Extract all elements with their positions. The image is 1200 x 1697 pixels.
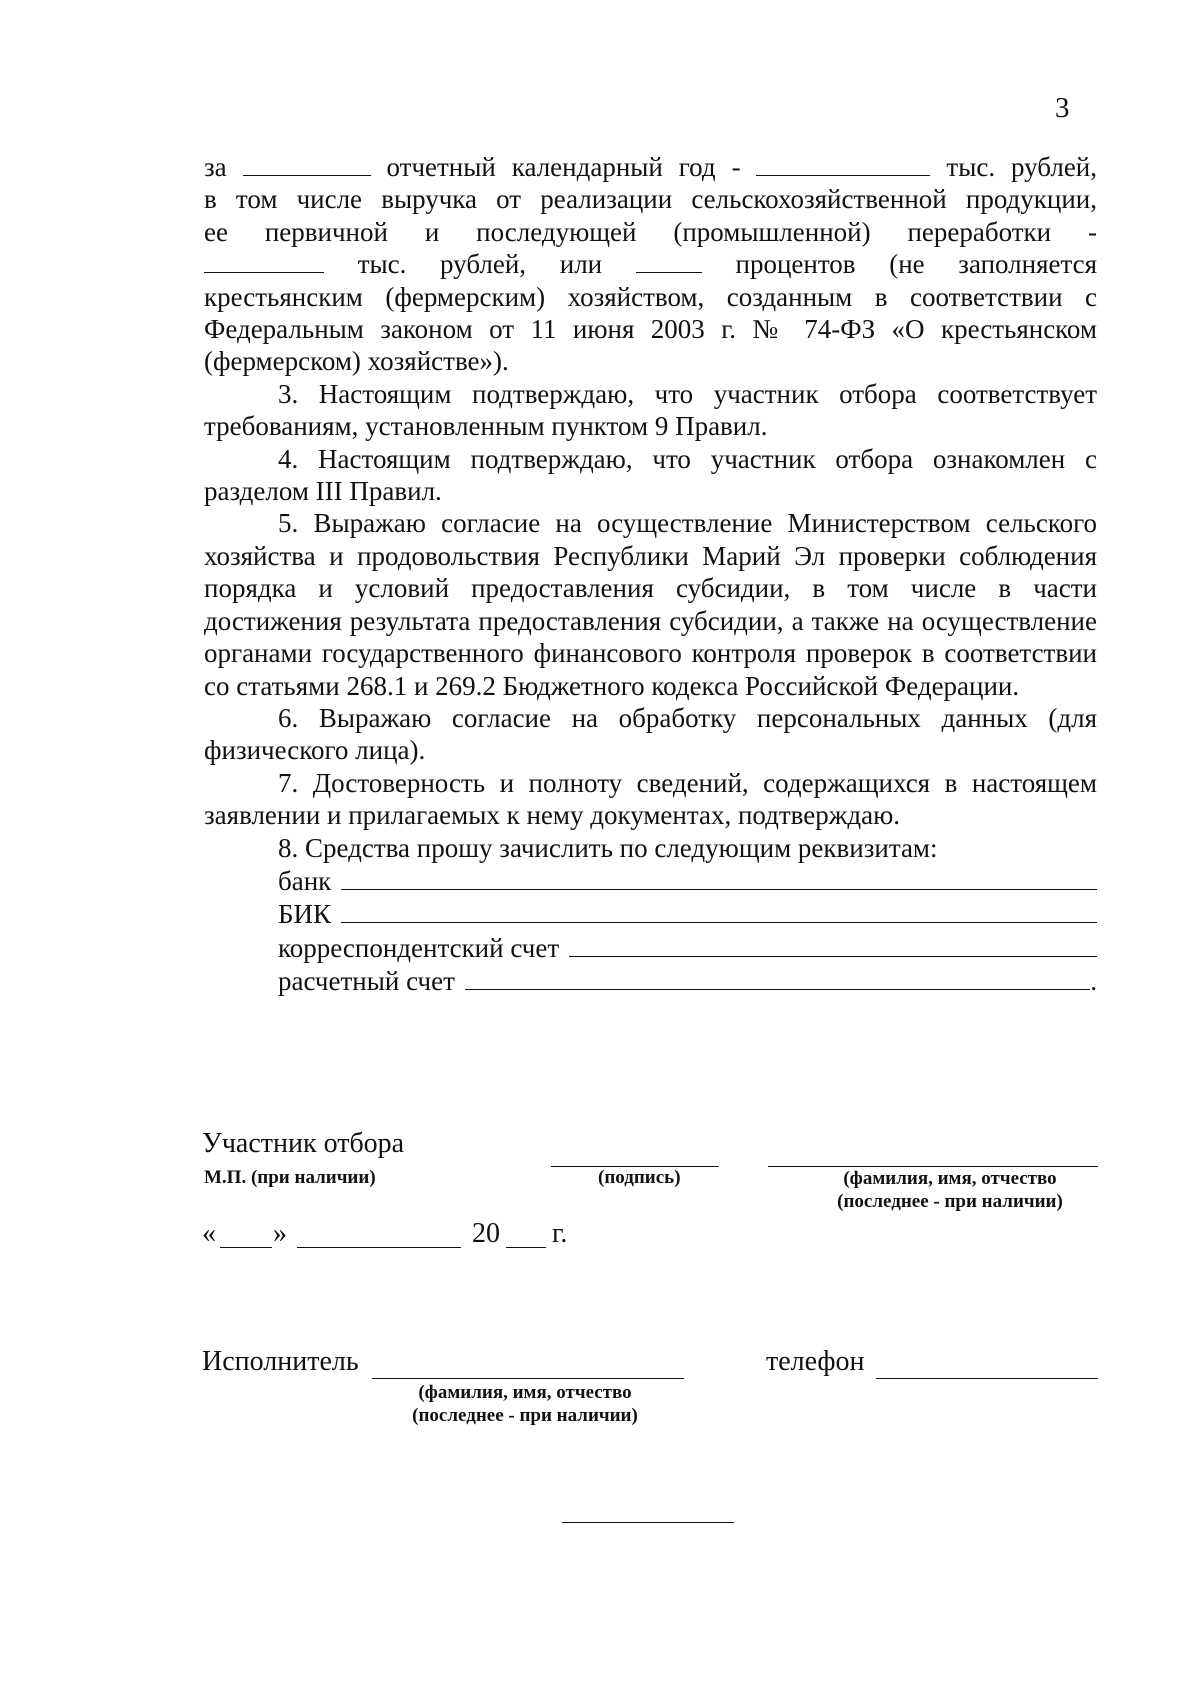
revenue-rest: крестьянским (фермерским) хозяйством, созданным в соответствии с Федеральным законом от 11 июня 2003 г. № 74-ФЗ «О крестьянском (фермерском) хозяйстве»). <box>204 281 1097 377</box>
bank-field[interactable] <box>341 864 1097 890</box>
corr-account-label: корреспондентский счет <box>278 932 560 963</box>
bank-row <box>278 864 1097 897</box>
item-7: 7. Достоверность и полноту сведений, содержащихся в настоящем заявлении и прилагаемых к нему документах, подтверждаю. <box>204 767 1097 831</box>
participant-name-caption-line-2: (последнее - при наличии) <box>837 1191 1063 1212</box>
year-line[interactable] <box>506 1247 546 1248</box>
year-prefix: 20 <box>472 1218 500 1249</box>
participant-name-caption <box>810 1167 1090 1213</box>
percent-blank[interactable] <box>636 248 702 273</box>
text-reporting-year: отчетный календарный год - <box>386 152 741 182</box>
corr-account-field[interactable] <box>569 931 1097 957</box>
agri-revenue-blank[interactable] <box>204 248 324 273</box>
executor-name-caption-line-2: (последнее - при наличии) <box>412 1405 638 1426</box>
bik-row <box>278 897 1097 930</box>
signature-caption: (подпись) <box>598 1167 681 1188</box>
year-suffix: г. <box>552 1218 568 1249</box>
settlement-account-field[interactable] <box>465 964 1090 990</box>
date-close-quote: » <box>273 1218 287 1249</box>
closing-separator <box>562 1522 734 1523</box>
executor-name-line[interactable] <box>372 1378 684 1379</box>
text-percent: процентов (не заполняется <box>735 249 1098 280</box>
settlement-account-row <box>278 964 1097 997</box>
bik-label: БИК <box>278 899 332 930</box>
participant-name-caption-line-1: (фамилия, имя, отчество <box>843 1168 1057 1189</box>
text-thousand-rubles: тыс. рублей, <box>946 152 1098 182</box>
bik-field[interactable] <box>341 897 1097 923</box>
end-period: . <box>1090 966 1097 997</box>
revenue-line-2: в том числе выручка от реализации сельскохозяйственной продукции, <box>204 184 1097 215</box>
phone-label: телефон <box>766 1346 865 1377</box>
revenue-amount-blank[interactable] <box>756 151 930 176</box>
date-open-quote: « <box>202 1218 216 1249</box>
document-body <box>204 151 1097 998</box>
executor-name-caption-line-1: (фамилия, имя, отчество <box>418 1382 632 1403</box>
revenue-line-3: ее первичной и последующей (промышленной) переработки - <box>204 216 1097 247</box>
year-blank[interactable] <box>243 151 371 176</box>
text-or: или <box>559 249 603 280</box>
participant-label: Участник отбора <box>202 1128 405 1159</box>
item-3: 3. Настоящим подтверждаю, что участник отбора соответствует требованиям, установленным пунктом 9 Правил. <box>204 378 1097 442</box>
item-8: 8. Средства прошу зачислить по следующим реквизитам: <box>278 832 938 863</box>
text-thousand-rubles-2: тыс. рублей, <box>357 249 527 280</box>
text-za: за <box>204 152 227 182</box>
corr-account-row <box>278 931 1097 964</box>
page-number: 3 <box>1055 92 1070 124</box>
item-6: 6. Выражаю согласие на обработку персональных данных (для физического лица). <box>204 702 1097 766</box>
revenue-line-4 <box>204 248 1097 280</box>
revenue-line-1 <box>204 151 1097 183</box>
item-4: 4. Настоящим подтверждаю, что участник отбора ознакомлен с разделом III Правил. <box>204 443 1097 507</box>
item-5: 5. Выражаю согласие на осуществление Министерством сельского хозяйства и продовольствия Республики Марий Эл проверки соблюдения порядка и условий предоставления субсидии, в том числе в части достижения результата предоставления субсидии, а также на осуществление органами государственного финансового контроля проверок в соответствии со статьями 268.1 и 269.2 Бюджетного кодекса Российской Федерации. <box>204 508 1097 701</box>
executor-label: Исполнитель <box>202 1346 359 1377</box>
phone-line[interactable] <box>876 1378 1098 1379</box>
date-month-line[interactable] <box>297 1247 461 1248</box>
bank-label: банк <box>278 865 332 896</box>
stamp-label: М.П. (при наличии) <box>204 1167 376 1188</box>
settlement-account-label: расчетный счет <box>278 966 455 997</box>
date-day-line[interactable] <box>220 1247 272 1248</box>
executor-name-caption <box>385 1381 665 1427</box>
